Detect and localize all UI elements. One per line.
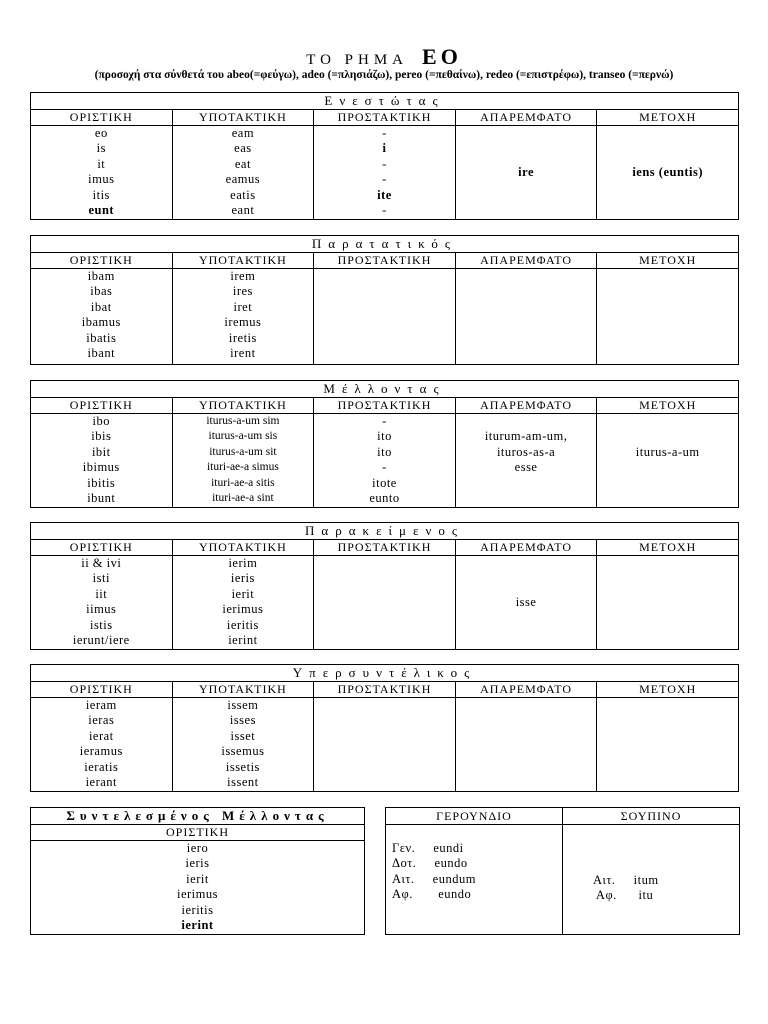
list-item: ii & ivi	[81, 556, 122, 570]
future-participle	[597, 414, 739, 508]
list-item: isse	[515, 594, 537, 609]
header-imperative: ΠΡΟΣΤΑΚΤΙΚΗ	[314, 110, 456, 126]
header-indicative: ΟΡΙΣΤΙΚΗ	[31, 825, 365, 841]
list-item: Αφ. eundo	[392, 887, 472, 902]
list-item: ibam	[87, 269, 115, 283]
future-perfect-title: Συντελεσμένος Μέλλοντας	[31, 808, 365, 825]
list-item: ituri-ae-a sint	[212, 491, 274, 504]
list-item: esse	[514, 460, 538, 475]
list-item: Δοτ. eundo	[392, 856, 468, 871]
list-item: isti	[92, 571, 110, 586]
list-item: ierit	[231, 586, 255, 601]
pluperfect-participle	[597, 698, 739, 792]
list-item: iturus-a-um sit	[209, 445, 277, 458]
list-item: i	[382, 141, 387, 156]
page-title	[0, 44, 768, 70]
perfect-imperative	[314, 556, 456, 650]
list-item: ierat	[88, 728, 114, 743]
list-item: iret	[233, 299, 253, 314]
future-perfect-indicative	[31, 841, 365, 935]
list-item: ituri-ae-a simus	[206, 461, 279, 474]
list-item: ire	[518, 164, 534, 179]
list-item: Γεν. eundi	[392, 841, 464, 855]
list-item: iturus-a-um sim	[206, 415, 280, 427]
list-item: eamus	[225, 172, 261, 187]
list-item: itote	[372, 475, 397, 490]
list-item: -	[382, 414, 387, 428]
pluperfect-subjunctive	[172, 698, 314, 792]
list-item: ibitis	[87, 475, 116, 490]
header-participle: ΜΕΤΟΧΗ	[597, 253, 739, 269]
header-indicative: ΟΡΙΣΤΙΚΗ	[31, 110, 173, 126]
future-infinitive	[455, 414, 597, 508]
title-prefix: ΤΟ ΡΗΜΑ	[306, 52, 409, 68]
list-item: eunto	[369, 490, 400, 505]
perfect-subjunctive	[172, 556, 314, 650]
list-item: ierint	[228, 632, 258, 647]
list-item: ibas	[90, 284, 113, 299]
list-item: ituros-as-a	[496, 444, 556, 459]
list-item: ires	[232, 284, 253, 299]
supine-forms	[563, 825, 740, 935]
imperfect-imperative	[314, 269, 456, 365]
list-item: isses	[229, 713, 256, 728]
list-item: ibimus	[82, 460, 120, 475]
header-indicative: ΟΡΙΣΤΙΚΗ	[31, 398, 173, 414]
list-item: ibunt	[87, 490, 116, 505]
list-item: ibant	[87, 345, 116, 360]
header-subjunctive: ΥΠΟΤΑΚΤΙΚΗ	[172, 398, 314, 414]
list-item: iturus-a-um sis	[208, 430, 278, 443]
list-item: iretis	[228, 330, 257, 345]
list-item: -	[382, 126, 387, 140]
list-item: it	[97, 156, 106, 171]
list-item: ibis	[91, 429, 112, 444]
list-item: ibo	[92, 414, 111, 428]
list-item: ieram	[85, 698, 117, 712]
perfect-table	[30, 522, 739, 650]
header-indicative: ΟΡΙΣΤΙΚΗ	[31, 540, 173, 556]
list-item: Αιτ. eundum	[392, 871, 476, 886]
list-item: ibat	[90, 299, 112, 314]
list-item: ieramus	[79, 744, 123, 759]
header-participle: ΜΕΤΟΧΗ	[597, 110, 739, 126]
list-item: ibatis	[86, 330, 117, 345]
header-subjunctive: ΥΠΟΤΑΚΤΙΚΗ	[172, 110, 314, 126]
list-item: ieratis	[84, 759, 119, 774]
list-item: issent	[227, 774, 259, 789]
present-table	[30, 92, 739, 220]
list-item: ierant	[85, 774, 118, 789]
header-imperative: ΠΡΟΣΤΑΚΤΙΚΗ	[314, 398, 456, 414]
list-item: itis	[92, 187, 110, 202]
gerund-forms	[386, 825, 563, 935]
list-item: issetis	[225, 759, 260, 774]
list-item: Αφ. itu	[593, 888, 654, 903]
header-indicative: ΟΡΙΣΤΙΚΗ	[31, 682, 173, 698]
list-item: ituri-ae-a sitis	[211, 476, 275, 489]
list-item: ito	[377, 429, 392, 444]
list-item: eas	[234, 141, 252, 156]
perfect-infinitive	[455, 556, 597, 650]
list-item: iremus	[224, 315, 262, 330]
header-participle: ΜΕΤΟΧΗ	[597, 540, 739, 556]
list-item: ito	[377, 444, 392, 459]
list-item: iero	[186, 841, 209, 855]
list-item: eant	[231, 202, 255, 217]
pluperfect-table	[30, 664, 739, 792]
future-indicative	[31, 414, 173, 508]
imperfect-table	[30, 235, 739, 365]
list-item: is	[96, 141, 106, 156]
present-title: Ενεστώτας	[31, 93, 739, 110]
header-subjunctive: ΥΠΟΤΑΚΤΙΚΗ	[172, 682, 314, 698]
list-item: -	[382, 156, 387, 171]
header-imperative: ΠΡΟΣΤΑΚΤΙΚΗ	[314, 540, 456, 556]
supine-title: ΣΟΥΠΙΝΟ	[563, 808, 740, 825]
list-item: ierunt/iere	[72, 632, 130, 647]
list-item: irent	[230, 345, 256, 360]
list-item: isset	[230, 728, 256, 743]
list-item: iimus	[86, 602, 117, 617]
header-indicative: ΟΡΙΣΤΙΚΗ	[31, 253, 173, 269]
imperfect-indicative	[31, 269, 173, 365]
header-infinitive: ΑΠΑΡΕΜΦΑΤΟ	[455, 253, 597, 269]
list-item: eat	[234, 156, 251, 171]
gerund-title: ΓΕΡΟΥΝΔΙΟ	[386, 808, 563, 825]
list-item: -	[382, 460, 387, 475]
list-item: ite	[377, 187, 392, 202]
list-item: eatis	[230, 187, 256, 202]
list-item: ibit	[91, 444, 111, 459]
list-item: ierit	[186, 871, 209, 886]
list-item: eam	[231, 126, 255, 140]
list-item: issemus	[221, 744, 265, 759]
perfect-title: Παρακείμενος	[31, 523, 739, 540]
list-item: ieris	[185, 856, 210, 871]
list-item: eo	[94, 126, 108, 140]
title-verb: EO	[422, 44, 462, 69]
list-item: issem	[227, 698, 259, 712]
header-subjunctive: ΥΠΟΤΑΚΤΙΚΗ	[172, 253, 314, 269]
present-infinitive	[455, 126, 597, 220]
list-item: -	[382, 202, 387, 217]
list-item: irem	[230, 269, 256, 283]
imperfect-subjunctive	[172, 269, 314, 365]
gerund-supine-table	[385, 807, 740, 935]
present-participle	[597, 126, 739, 220]
list-item: iturus-a-um	[635, 444, 700, 459]
list-item: iens (euntis)	[632, 164, 704, 179]
header-infinitive: ΑΠΑΡΕΜΦΑΤΟ	[455, 398, 597, 414]
list-item: ieras	[88, 713, 115, 728]
future-perfect-table	[30, 807, 365, 935]
list-item: ierint	[181, 917, 214, 932]
list-item: iturum-am-um,	[484, 429, 568, 444]
list-item: imus	[88, 172, 115, 187]
header-infinitive: ΑΠΑΡΕΜΦΑΤΟ	[455, 110, 597, 126]
header-participle: ΜΕΤΟΧΗ	[597, 398, 739, 414]
list-item: ibamus	[81, 315, 121, 330]
list-item: ierimus	[177, 887, 218, 902]
header-infinitive: ΑΠΑΡΕΜΦΑΤΟ	[455, 540, 597, 556]
header-imperative: ΠΡΟΣΤΑΚΤΙΚΗ	[314, 253, 456, 269]
perfect-participle	[597, 556, 739, 650]
perfect-indicative	[31, 556, 173, 650]
list-item: ieritis	[181, 902, 214, 917]
list-item: -	[382, 172, 387, 187]
header-participle: ΜΕΤΟΧΗ	[597, 682, 739, 698]
present-imperative	[314, 126, 456, 220]
present-indicative	[31, 126, 173, 220]
imperfect-infinitive	[455, 269, 597, 365]
list-item: ierimus	[222, 602, 264, 617]
imperfect-title: Παρατατικός	[31, 236, 739, 253]
page-subtitle: (προσοχή στα σύνθετά του abeo(=φεύγω), adeo (=πλησιάζω), pereo (=πεθαίνω), redeo (=επιστρέφω), transeo (=περνώ)	[94, 69, 674, 81]
list-item: Αιτ. itum	[593, 873, 659, 887]
list-item: eunt	[88, 202, 115, 217]
list-item: ieritis	[226, 617, 259, 632]
list-item: ierim	[228, 556, 258, 570]
pluperfect-indicative	[31, 698, 173, 792]
imperfect-participle	[597, 269, 739, 365]
pluperfect-infinitive	[455, 698, 597, 792]
future-title: Μέλλοντας	[31, 381, 739, 398]
future-imperative	[314, 414, 456, 508]
future-table	[30, 380, 739, 508]
list-item: iit	[95, 586, 108, 601]
list-item: istis	[89, 617, 113, 632]
header-imperative: ΠΡΟΣΤΑΚΤΙΚΗ	[314, 682, 456, 698]
pluperfect-imperative	[314, 698, 456, 792]
present-subjunctive	[172, 126, 314, 220]
header-infinitive: ΑΠΑΡΕΜΦΑΤΟ	[455, 682, 597, 698]
future-subjunctive	[172, 414, 314, 508]
header-subjunctive: ΥΠΟΤΑΚΤΙΚΗ	[172, 540, 314, 556]
pluperfect-title: Υπερσυντέλικος	[31, 665, 739, 682]
list-item: ieris	[230, 571, 255, 586]
